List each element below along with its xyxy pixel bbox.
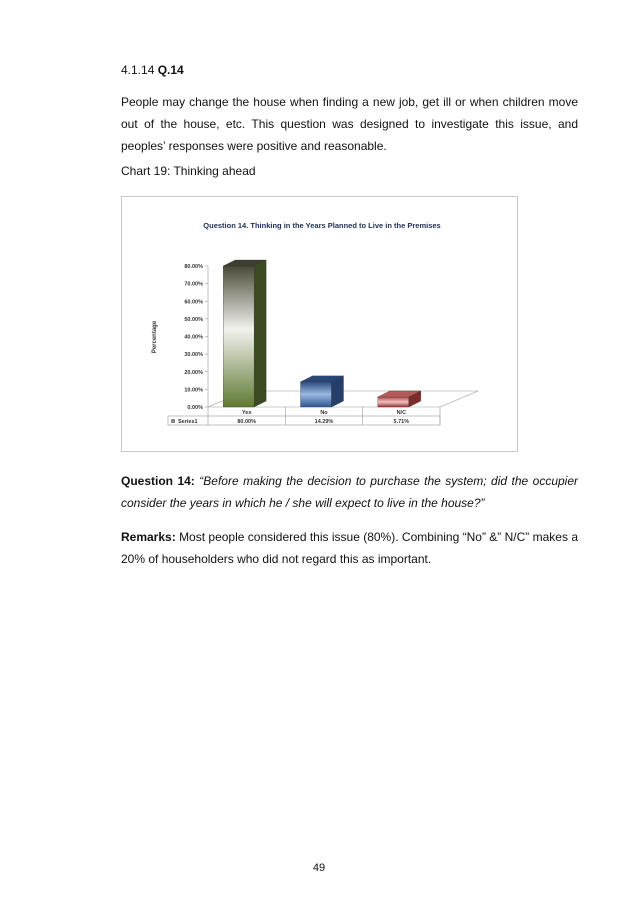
chart-data-table bbox=[168, 407, 440, 425]
bar-chart bbox=[122, 197, 517, 451]
legend-series-label: Series1 bbox=[178, 419, 198, 425]
y-tick-label: 60.00% bbox=[184, 299, 203, 306]
category-label: N/C bbox=[396, 410, 407, 416]
legend-swatch bbox=[171, 419, 175, 423]
question-label: Question 14: bbox=[121, 474, 195, 488]
chart-caption: Chart 19: Thinking ahead bbox=[121, 164, 256, 178]
question-text: “Before making the decision to purchase the system; did the occupier consider the years in which he / she will expect to live in the house?” bbox=[121, 474, 579, 510]
data-value-label: 80.00% bbox=[237, 419, 256, 425]
category-label: Yes bbox=[241, 410, 252, 416]
y-tick-label: 50.00% bbox=[184, 316, 203, 323]
y-tick-label: 70.00% bbox=[184, 281, 203, 288]
intro-paragraph: People may change the house when finding a new job, get ill or when children move out of the house, etc. This question was designed to investigate this issue, and peoples’ responses were positive and reasonable. bbox=[121, 95, 578, 153]
y-tick-label: 0.00% bbox=[187, 405, 203, 411]
section-heading bbox=[121, 63, 184, 77]
remarks-paragraph bbox=[121, 526, 578, 570]
page-number: 49 bbox=[312, 862, 326, 874]
remarks-label: Remarks: bbox=[121, 530, 176, 544]
remarks-text: Most people considered this issue (80%). Combining “No” &” N/C” makes a 20% of householders who did not regard this as important. bbox=[121, 530, 579, 566]
bar-nc bbox=[378, 397, 409, 407]
y-axis-label: Percentage bbox=[152, 320, 158, 354]
data-value-label: 5.71% bbox=[393, 419, 410, 425]
y-tick-label: 80.00% bbox=[184, 264, 203, 270]
y-tick-label: 40.00% bbox=[184, 334, 203, 341]
section-title: Q.14 bbox=[157, 63, 184, 77]
y-tick-label: 10.00% bbox=[184, 387, 203, 394]
chart-frame bbox=[121, 196, 518, 452]
bar-yes bbox=[223, 266, 254, 407]
y-tick-label: 30.00% bbox=[184, 352, 203, 359]
floor-right-edge bbox=[440, 391, 478, 407]
data-value-label: 14.29% bbox=[314, 419, 334, 425]
category-label: No bbox=[320, 410, 328, 416]
chart-title: Question 14. Thinking in the Years Planned to Live in the Premises bbox=[203, 221, 441, 230]
question-paragraph bbox=[121, 470, 578, 514]
chart-bars bbox=[223, 260, 421, 407]
bar-side-face bbox=[254, 260, 266, 407]
y-tick-label: 20.00% bbox=[184, 369, 203, 376]
bar-no bbox=[301, 382, 332, 407]
section-number: 4.1.14 bbox=[121, 63, 155, 77]
